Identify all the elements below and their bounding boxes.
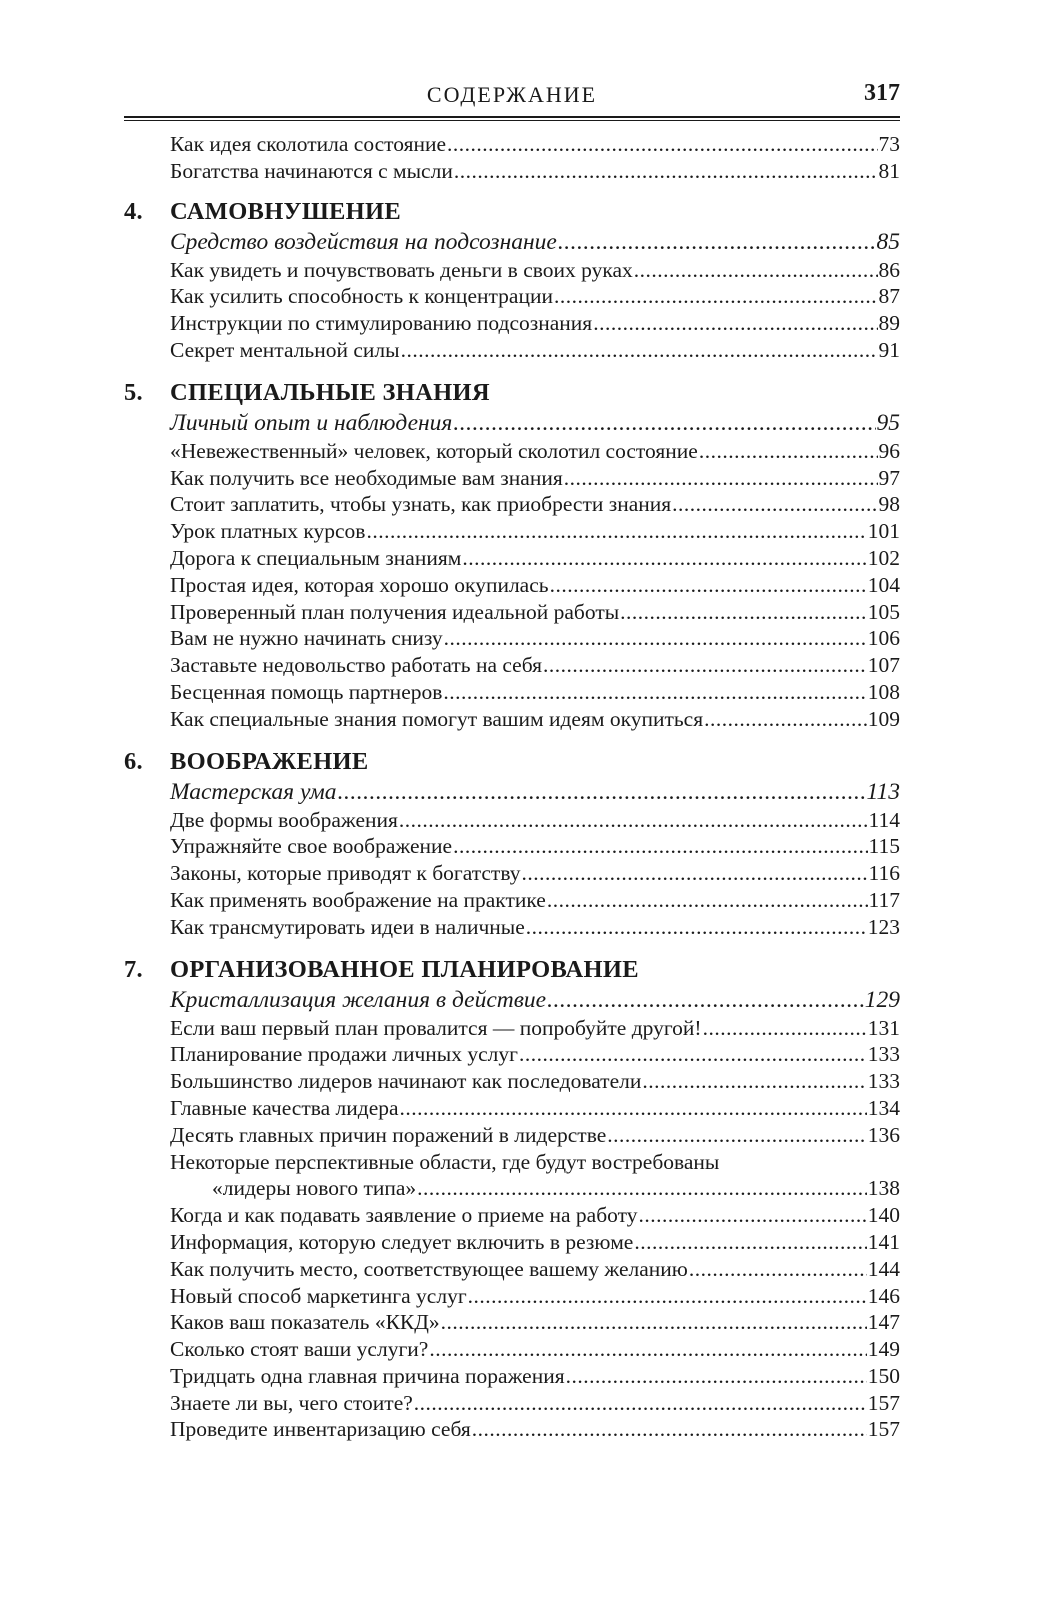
toc-entry bbox=[124, 1015, 900, 1042]
toc-entry bbox=[124, 625, 900, 652]
toc-entry bbox=[124, 1041, 900, 1068]
toc-entry bbox=[124, 679, 900, 706]
toc-entry bbox=[124, 1068, 900, 1095]
toc-entry-title: Новый способ маркетинга услуг bbox=[170, 1283, 467, 1308]
dot-leader bbox=[547, 887, 868, 914]
toc-entry-page: 73 bbox=[878, 132, 900, 156]
toc-entry-page: 101 bbox=[867, 519, 900, 544]
toc-entry-title: Бесценная помощь партнеров bbox=[170, 679, 443, 704]
chapter-subtitle bbox=[124, 408, 900, 438]
table-of-contents bbox=[124, 131, 900, 1443]
toc-entry-title: Вам не нужно начинать снизу bbox=[170, 626, 443, 651]
chapter-subtitle bbox=[124, 227, 900, 257]
dot-leader bbox=[472, 1416, 867, 1443]
toc-entry-title: Как усилить способность к концентрации bbox=[170, 284, 553, 309]
dot-leader bbox=[554, 283, 878, 310]
dot-leader bbox=[429, 1336, 866, 1363]
toc-entry bbox=[124, 131, 900, 158]
toc-entry-title: Средство воздействия на подсознание bbox=[170, 228, 557, 255]
dot-leader bbox=[642, 1068, 866, 1095]
toc-entry-title: Законы, которые приводят к богатству bbox=[170, 861, 521, 886]
dot-leader bbox=[417, 1175, 867, 1202]
toc-entry-title: Главные качества лидера bbox=[170, 1095, 399, 1120]
toc-entry-page: 150 bbox=[867, 1363, 900, 1388]
toc-entry-title: Большинство лидеров начинают как последователи bbox=[170, 1069, 642, 1094]
toc-entry-title: Кристаллизация желания в действие bbox=[170, 986, 547, 1013]
toc-entry-page: 149 bbox=[867, 1337, 900, 1362]
dot-leader bbox=[638, 1202, 866, 1229]
toc-entry-page: 96 bbox=[878, 438, 900, 463]
toc-entry-title: Проведите инвентаризацию себя bbox=[170, 1417, 471, 1442]
dot-leader bbox=[401, 337, 878, 364]
toc-entry-page: 95 bbox=[876, 409, 900, 436]
toc-entry-page: 157 bbox=[867, 1417, 900, 1442]
dot-leader bbox=[689, 1256, 867, 1283]
toc-entry-page: 104 bbox=[867, 572, 900, 597]
toc-entry bbox=[124, 310, 900, 337]
dot-leader bbox=[564, 465, 878, 492]
dot-leader bbox=[399, 807, 868, 834]
toc-entry bbox=[124, 438, 900, 465]
toc-entry-page: 144 bbox=[867, 1256, 900, 1281]
toc-entry bbox=[124, 1202, 900, 1229]
toc-entry-page: 108 bbox=[867, 679, 900, 704]
dot-leader bbox=[462, 545, 866, 572]
dot-leader bbox=[453, 833, 867, 860]
dot-leader bbox=[366, 518, 866, 545]
toc-entry bbox=[124, 1095, 900, 1122]
toc-entry-page: 107 bbox=[867, 653, 900, 678]
dot-leader bbox=[550, 572, 867, 599]
toc-entry-title: Проверенный план получения идеальной работы bbox=[170, 599, 620, 624]
toc-entry-title: Заставьте недовольство работать на себя bbox=[170, 653, 543, 678]
toc-entry bbox=[124, 833, 900, 860]
toc-entry-title: Как увидеть и почувствовать деньги в своих руках bbox=[170, 257, 633, 282]
toc-entry-page: 86 bbox=[878, 257, 900, 282]
dot-leader bbox=[634, 1229, 866, 1256]
toc-entry-line1 bbox=[124, 1149, 900, 1176]
toc-entry-title: Как применять воображение на практике bbox=[170, 887, 546, 912]
chapter-number: 6. bbox=[124, 747, 143, 775]
dot-leader bbox=[704, 706, 867, 733]
chapter-title: ОРГАНИЗОВАННОЕ ПЛАНИРОВАНИЕ bbox=[170, 955, 639, 983]
toc-entry bbox=[124, 465, 900, 492]
chapter-number: 4. bbox=[124, 197, 143, 225]
toc-entry-title: Планирование продажи личных услуг bbox=[170, 1042, 518, 1067]
dot-leader bbox=[703, 1015, 867, 1042]
dot-leader bbox=[607, 1122, 866, 1149]
toc-entry-title: Личный опыт и наблюдения bbox=[170, 409, 453, 436]
toc-entry-page: 123 bbox=[867, 914, 900, 939]
dot-leader bbox=[338, 777, 866, 807]
toc-entry-page: 98 bbox=[878, 492, 900, 517]
toc-entry-page: 140 bbox=[867, 1203, 900, 1228]
toc-entry-title: Богатства начинаются с мысли bbox=[170, 158, 453, 183]
toc-entry-title: Как трансмутировать идеи в наличные bbox=[170, 914, 525, 939]
toc-entry-title: Как получить место, соответствующее вашему желанию bbox=[170, 1256, 688, 1281]
chapter-heading bbox=[124, 378, 900, 408]
dot-leader bbox=[699, 438, 878, 465]
toc-entry-title: Как получить все необходимые вам знания bbox=[170, 465, 563, 490]
toc-entry-title: Десять главных причин поражений в лидерстве bbox=[170, 1122, 607, 1147]
toc-entry-title: Информация, которую следует включить в резюме bbox=[170, 1229, 634, 1254]
toc-entry-page: 131 bbox=[867, 1015, 900, 1040]
dot-leader bbox=[634, 257, 878, 284]
dot-leader bbox=[443, 679, 866, 706]
toc-entry-page: 113 bbox=[866, 778, 900, 805]
toc-entry-page: 87 bbox=[878, 284, 900, 309]
dot-leader bbox=[441, 1309, 867, 1336]
toc-entry bbox=[124, 518, 900, 545]
toc-entry-page: 85 bbox=[876, 228, 900, 255]
toc-entry-page: 97 bbox=[878, 465, 900, 490]
toc-entry bbox=[124, 1363, 900, 1390]
toc-entry-page: 106 bbox=[867, 626, 900, 651]
toc-entry-page: 109 bbox=[867, 706, 900, 731]
running-title: СОДЕРЖАНИЕ bbox=[426, 82, 598, 107]
header-rule bbox=[124, 116, 900, 121]
toc-entry-title: Когда и как подавать заявление о приеме на работу bbox=[170, 1203, 638, 1228]
toc-entry-title: Секрет ментальной силы bbox=[170, 337, 400, 362]
toc-entry-title: Знаете ли вы, чего стоите? bbox=[170, 1390, 413, 1415]
toc-entry-page: 115 bbox=[868, 834, 900, 859]
dot-leader bbox=[547, 985, 864, 1015]
running-head bbox=[124, 80, 900, 116]
dot-leader bbox=[414, 1390, 867, 1417]
toc-entry-page: 116 bbox=[868, 861, 900, 886]
toc-entry-page: 133 bbox=[867, 1069, 900, 1094]
dot-leader bbox=[519, 1041, 867, 1068]
toc-entry-title: Если ваш первый план провалится — попробуйте другой! bbox=[170, 1015, 702, 1040]
toc-entry-title: Упражняйте свое воображение bbox=[170, 834, 453, 859]
toc-entry-title: Простая идея, которая хорошо окупилась bbox=[170, 572, 549, 597]
chapter-title: ВООБРАЖЕНИЕ bbox=[170, 747, 369, 775]
toc-entry-title: Каков ваш показатель «ККД» bbox=[170, 1310, 440, 1335]
dot-leader bbox=[620, 599, 867, 626]
toc-entry bbox=[124, 706, 900, 733]
dot-leader bbox=[526, 914, 867, 941]
toc-entry-page: 129 bbox=[864, 986, 900, 1013]
dot-leader bbox=[400, 1095, 867, 1122]
chapter-number: 7. bbox=[124, 955, 143, 983]
toc-entry bbox=[124, 652, 900, 679]
toc-entry-page: 102 bbox=[867, 545, 900, 570]
toc-entry-page: 91 bbox=[878, 337, 900, 362]
toc-entry bbox=[124, 1416, 900, 1443]
toc-entry bbox=[124, 257, 900, 284]
toc-entry bbox=[124, 572, 900, 599]
toc-entry-page: 81 bbox=[878, 158, 900, 183]
toc-entry-page: 117 bbox=[868, 887, 900, 912]
toc-entry-title-continued: «лидеры нового типа» bbox=[212, 1176, 417, 1201]
chapter-title: САМОВНУШЕНИЕ bbox=[170, 197, 402, 225]
toc-entry bbox=[124, 887, 900, 914]
toc-entry-page: 141 bbox=[867, 1229, 900, 1254]
toc-entry-page: 138 bbox=[867, 1176, 900, 1201]
toc-entry bbox=[124, 1256, 900, 1283]
toc-entry-page: 105 bbox=[867, 599, 900, 624]
toc-entry-title: Инструкции по стимулированию подсознания bbox=[170, 311, 593, 336]
toc-entry-page: 157 bbox=[867, 1390, 900, 1415]
dot-leader bbox=[593, 310, 877, 337]
dot-leader bbox=[543, 652, 867, 679]
toc-entry bbox=[124, 860, 900, 887]
toc-entry-title: Урок платных курсов bbox=[170, 519, 366, 544]
toc-entry-title: Мастерская ума bbox=[170, 778, 337, 805]
chapter-subtitle bbox=[124, 985, 900, 1015]
toc-entry bbox=[124, 283, 900, 310]
toc-entry-page: 146 bbox=[867, 1283, 900, 1308]
toc-entry-title: Сколько стоят ваши услуги? bbox=[170, 1337, 429, 1362]
toc-entry bbox=[124, 914, 900, 941]
dot-leader bbox=[453, 408, 875, 438]
toc-entry-title: Как идея сколотила состояние bbox=[170, 132, 447, 156]
toc-entry bbox=[124, 1309, 900, 1336]
toc-entry-page: 147 bbox=[867, 1310, 900, 1335]
toc-entry bbox=[124, 807, 900, 834]
toc-entry bbox=[124, 1390, 900, 1417]
toc-entry bbox=[124, 1122, 900, 1149]
toc-entry-page: 136 bbox=[867, 1122, 900, 1147]
page-number: 317 bbox=[864, 80, 900, 106]
toc-entry bbox=[124, 545, 900, 572]
toc-entry-title: Некоторые перспективные области, где будут востребованы bbox=[170, 1149, 720, 1174]
toc-entry-title: Тридцать одна главная причина поражения bbox=[170, 1363, 565, 1388]
dot-leader bbox=[566, 1363, 867, 1390]
dot-leader bbox=[672, 491, 877, 518]
dot-leader bbox=[447, 131, 877, 158]
toc-entry bbox=[124, 1283, 900, 1310]
toc-entry bbox=[124, 1336, 900, 1363]
toc-entry bbox=[124, 337, 900, 364]
dot-leader bbox=[468, 1283, 867, 1310]
chapter-title: СПЕЦИАЛЬНЫЕ ЗНАНИЯ bbox=[170, 378, 490, 406]
toc-entry-page: 89 bbox=[878, 311, 900, 336]
chapter-number: 5. bbox=[124, 378, 143, 406]
toc-entry-title: Как специальные знания помогут вашим идеям окупиться bbox=[170, 706, 704, 731]
toc-entry bbox=[124, 599, 900, 626]
dot-leader bbox=[558, 227, 876, 257]
chapter-heading bbox=[124, 747, 900, 777]
dot-leader bbox=[454, 158, 878, 185]
chapter-heading bbox=[124, 197, 900, 227]
toc-entry-page: 133 bbox=[867, 1042, 900, 1067]
toc-entry bbox=[124, 1229, 900, 1256]
chapter-heading bbox=[124, 955, 900, 985]
chapter-subtitle bbox=[124, 777, 900, 807]
toc-entry-title: Стоит заплатить, чтобы узнать, как приобрести знания bbox=[170, 492, 672, 517]
toc-entry bbox=[124, 158, 900, 185]
toc-entry-page: 114 bbox=[868, 807, 900, 832]
dot-leader bbox=[522, 860, 868, 887]
toc-entry-title: Дорога к специальным знаниям bbox=[170, 545, 462, 570]
page bbox=[124, 80, 900, 1443]
toc-entry-page: 134 bbox=[867, 1095, 900, 1120]
toc-entry-title: Две формы воображения bbox=[170, 807, 398, 832]
dot-leader bbox=[444, 625, 867, 652]
toc-entry bbox=[124, 1175, 900, 1202]
toc-entry bbox=[124, 491, 900, 518]
toc-entry-title: «Невежественный» человек, который сколотил состояние bbox=[170, 438, 698, 463]
